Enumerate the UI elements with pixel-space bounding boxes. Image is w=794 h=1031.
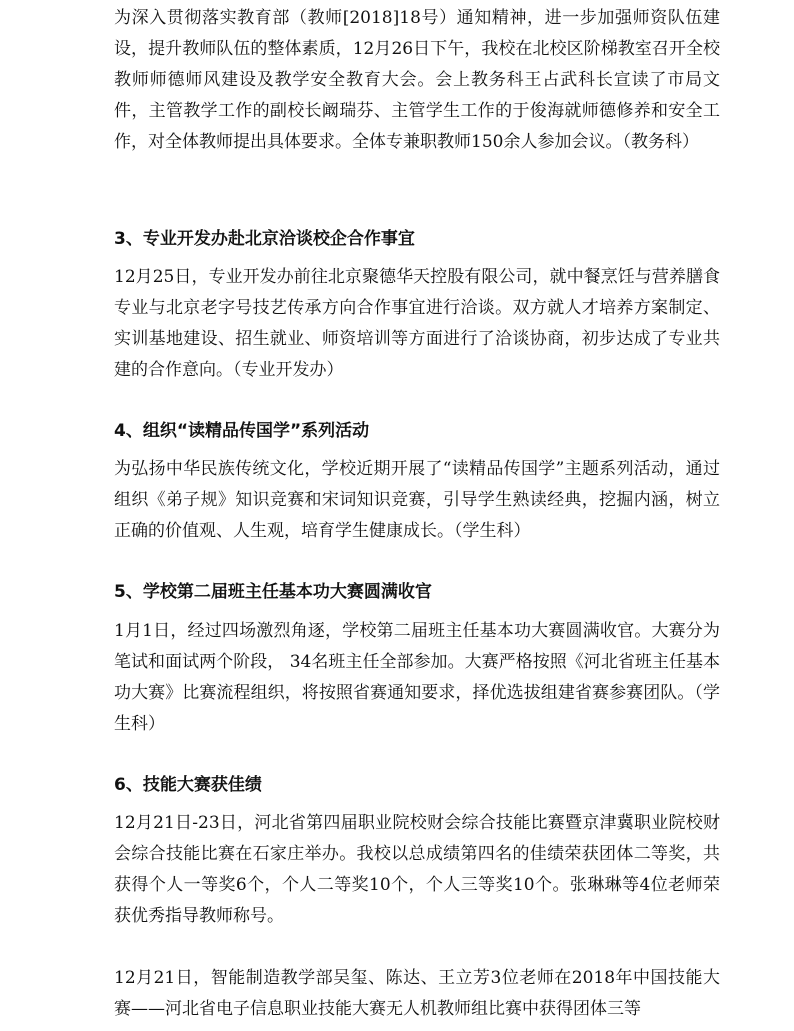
paragraph-section-4: 为弘扬中华民族传统文化，学校近期开展了“读精品传国学”主题系列活动，通过组织《弟子规》知识竞赛和宋词知识竞赛，引导学生熟读经典，挖掘内涵，树立正确的价值观、人生观，培育学生健康成长。（学生科） <box>114 459 720 541</box>
paragraph-section-6-finance: 12月21日-23日，河北省第四届职业院校财会综合技能比赛暨京津冀职业院校财会综合技能比赛在石家庄举办。我校以总成绩第四名的佳绩荣获团体二等奖，共获得个人一等奖6个，个人二等奖10个，个人三等奖10个。张琳琳等4位老师荣获优秀指导教师称号。 <box>114 813 720 926</box>
heading-section-5: 5、学校第二届班主任基本功大赛圆满收官 <box>114 582 432 602</box>
paragraph-teacher-ethics: 为深入贯彻落实教育部（教师[2018]18号）通知精神，进一步加强师资队伍建设，提升教师队伍的整体素质，12月26日下午，我校在北校区阶梯教室召开全校教师师德师风建设及教学安全教育大会。会上教务科王占武科长宣读了市局文件，主管教学工作的副校长阚瑞芬、主管学生工作的于俊海就师德修养和安全工作，对全体教师提出具体要求。全体专兼职教师150余人参加会议。（教务科） <box>114 8 720 152</box>
heading-section-4: 4、组织“读精品传国学”系列活动 <box>114 421 370 441</box>
paragraph-section-6-drone: 12月21日，智能制造教学部吴玺、陈达、王立芳3位老师在2018年中国技能大赛——河北省电子信息职业技能大赛无人机教师组比赛中获得团体三等 <box>114 968 720 1019</box>
heading-section-6: 6、技能大赛获佳绩 <box>114 775 262 795</box>
heading-section-3: 3、专业开发办赴北京洽谈校企合作事宜 <box>114 229 415 249</box>
paragraph-section-3: 12月25日，专业开发办前往北京聚德华天控股有限公司，就中餐烹饪与营养膳食专业与北京老字号技艺传承方向合作事宜进行洽谈。双方就人才培养方案制定、实训基地建设、招生就业、师资培训等方面进行了洽谈协商，初步达成了专业共建的合作意向。（专业开发办） <box>114 267 720 380</box>
paragraph-section-5: 1月1日，经过四场激烈角逐，学校第二届班主任基本功大赛圆满收官。大赛分为笔试和面试两个阶段， 34名班主任全部参加。大赛严格按照《河北省班主任基本功大赛》比赛流程组织，将按照省赛通知要求，择优选拔组建省赛参赛团队。（学生科） <box>114 621 720 734</box>
